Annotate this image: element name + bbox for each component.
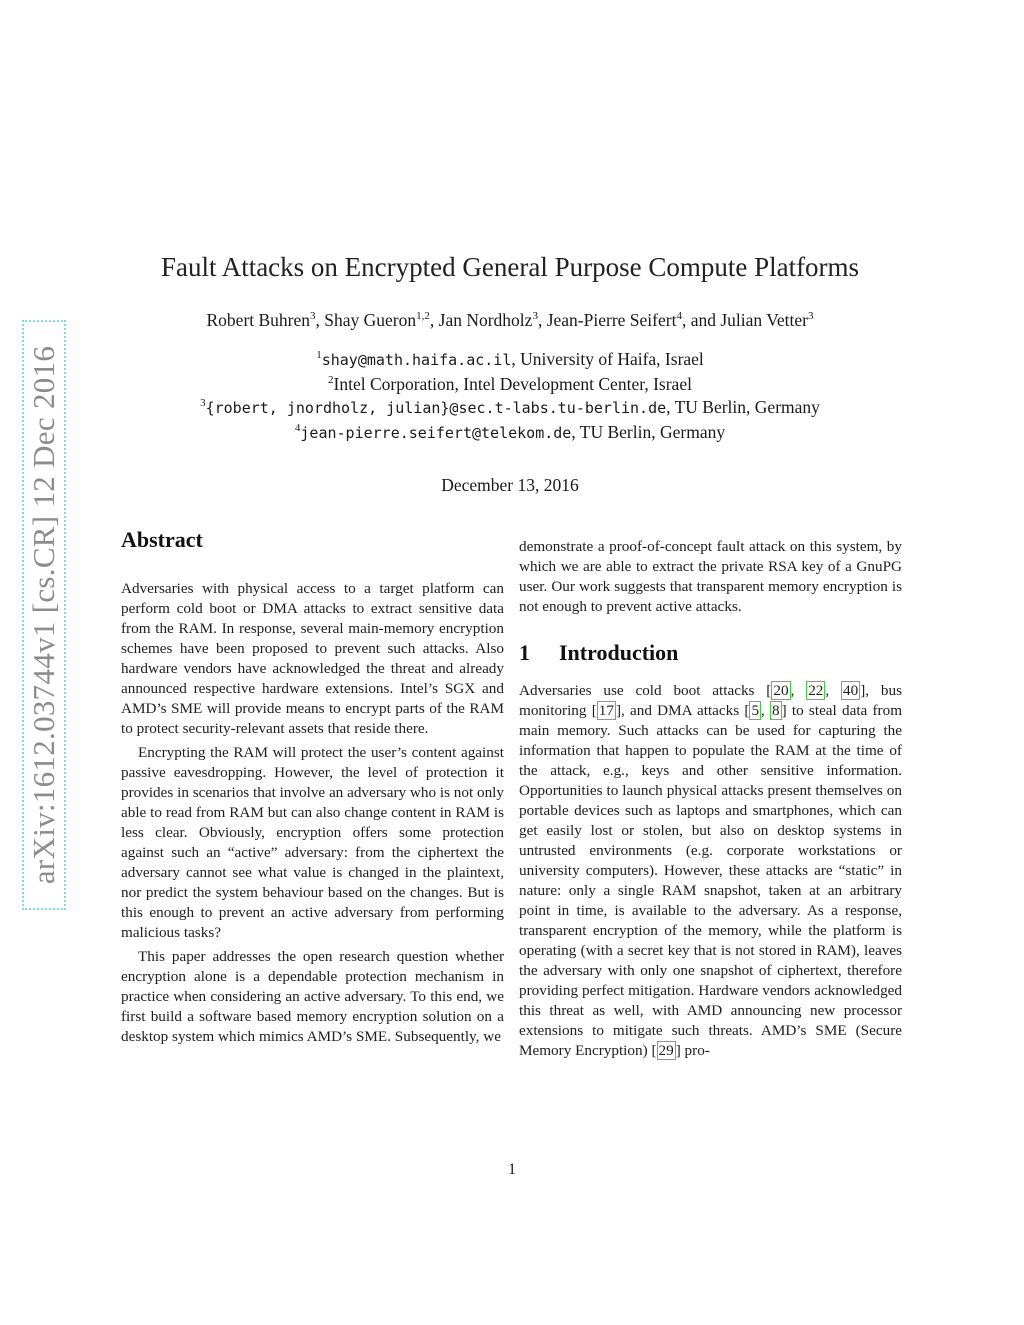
affiliation-line: [110, 348, 910, 373]
affiliation-text: Intel Corporation, Intel Development Center, Israel: [333, 373, 692, 394]
citation-link[interactable]: 22: [808, 682, 824, 699]
affiliation-list: [110, 348, 910, 445]
section-title: Introduction: [559, 640, 679, 665]
affiliation-text: , University of Haifa, Israel: [511, 349, 704, 369]
intro-text: ], and DMA attacks [: [615, 702, 750, 719]
section-number: 1: [519, 640, 530, 665]
affiliation-sup: 3: [200, 397, 206, 410]
author-separator: ,: [315, 310, 325, 330]
author-separator: ,: [537, 310, 547, 330]
author-name: Robert Buhren: [206, 310, 311, 330]
citation-link[interactable]: 8: [772, 702, 780, 719]
affiliation-line: [110, 373, 910, 397]
author-name: Jan Nordholz: [438, 310, 533, 330]
author-separator: , and: [681, 310, 721, 330]
arxiv-identifier-stamp[interactable]: [22, 320, 66, 910]
right-column: [519, 537, 902, 1061]
affiliation-line: [110, 396, 910, 421]
abstract-heading: Abstract: [121, 527, 203, 552]
author-list: [110, 310, 910, 331]
affiliation-line: [110, 421, 910, 446]
affiliation-text: , TU Berlin, Germany: [666, 397, 820, 417]
intro-text: ] pro-: [675, 1042, 710, 1059]
affiliation-sup: 1: [316, 349, 322, 362]
intro-text: Adversaries use cold boot attacks [: [519, 682, 772, 699]
paper-date: December 13, 2016: [441, 475, 579, 495]
author-affil-sup: 1,2: [416, 310, 430, 323]
author-affil-sup: 3: [808, 310, 814, 323]
citation-link[interactable]: 17: [598, 702, 614, 719]
intro-text: ], bus monitoring [: [519, 682, 903, 719]
abstract-paragraph: Encrypting the RAM will protect the user’s content against passive eavesdropping. However, the level of protection it provides in scenarios that involve an adversary who is not only able to read from RAM but can also change content in RAM is less clear. Obviously, encryption offers some protection against such an “active” adversary: from the ciphertext the adversary cannot see what value is changed in the plaintext, nor predict the system behaviour based on the changes. But is this enough to prevent an active adversary from performing malicious tasks?: [121, 744, 504, 941]
intro-text: ] to steal data from main memory. Such attacks can be used for capturing the information that happen to populate the RAM at the time of the attack, e.g., keys and other sensitive information. Opportunities to launch physical attacks present themselves on portable devices such as laptops and smartphones, which can get easily lost or stolen, but also on desktop systems in untrusted environments (e.g. corporate workstations or university computers). However, these attacks are “static” in nature: only a single RAM snapshot, taken at an arbitrary point in time, is available to the adversary. As a response, transparent encryption of the memory, while the platform is operating (with a secret key that is not stored in RAM), leaves the adversary with only one snapshot of ciphertext, therefore providing perfect mitigation. Hardware vendors acknowledged this threat as well, with AMD announcing new processor extensions to mitigate such threats. AMD’s SME (Secure Memory Encryption) [: [519, 702, 903, 1059]
citation-link[interactable]: 29: [658, 1042, 674, 1059]
citation-separator: ,: [825, 682, 842, 699]
citation-separator: ,: [790, 682, 807, 699]
left-column: [121, 527, 504, 1047]
author-affil-sup: 4: [676, 310, 682, 323]
introduction-heading: [519, 640, 902, 665]
author-name: Jean-Pierre Seifert: [546, 310, 677, 330]
citation-link[interactable]: 5: [751, 702, 760, 719]
citation-link[interactable]: 40: [843, 682, 859, 699]
page-number: 1: [508, 1161, 516, 1178]
affiliation-text: , TU Berlin, Germany: [571, 421, 726, 442]
citation-separator: ,: [761, 702, 771, 719]
abstract-paragraph: This paper addresses the open research question whether encryption alone is a dependable protection mechanism in practice when considering an active adversary. To this end, we first build a software based memory encryption solution on a desktop system which mimics AMD’s SME. Subsequently, we: [121, 948, 504, 1045]
abstract-paragraph-continued: demonstrate a proof-of-concept fault attack on this system, by which we are able to extract the private RSA key of a GnuPG user. Our work suggests that transparent memory encryption is not enough to prevent active attacks.: [519, 538, 902, 615]
author-affil-sup: 3: [310, 310, 316, 323]
author-name: Julian Vetter: [720, 310, 808, 330]
affiliation-email[interactable]: {robert, jnordholz, julian}@sec.t-labs.tu-berlin.de: [205, 399, 667, 417]
affiliation-email[interactable]: jean-pierre.seifert@telekom.de: [300, 423, 572, 442]
citation-link[interactable]: 20: [773, 682, 789, 699]
author-affil-sup: 3: [532, 310, 538, 323]
paper-title: Fault Attacks on Encrypted General Purpose Compute Platforms: [160, 252, 860, 282]
affiliation-sup: 2: [328, 373, 334, 386]
arxiv-identifier-text: arXiv:1612.03744v1 [cs.CR] 12 Dec 2016: [26, 345, 61, 885]
affiliation-email[interactable]: shay@math.haifa.ac.il: [321, 351, 512, 369]
author-separator: ,: [429, 310, 439, 330]
affiliation-sup: 4: [294, 421, 301, 434]
introduction-paragraph: [519, 681, 902, 1061]
author-name: Shay Gueron: [324, 310, 417, 330]
abstract-paragraph: Adversaries with physical access to a target platform can perform cold boot or DMA attacks to extract sensitive data from the RAM. In response, several main-memory encryption schemes have been proposed to prevent such attacks. Also hardware vendors have acknowledged the threat and already announced respective hardware extensions. Intel’s SGX and AMD’s SME will provide means to encrypt parts of the RAM to protect security-relevant assets that reside there.: [121, 580, 504, 737]
